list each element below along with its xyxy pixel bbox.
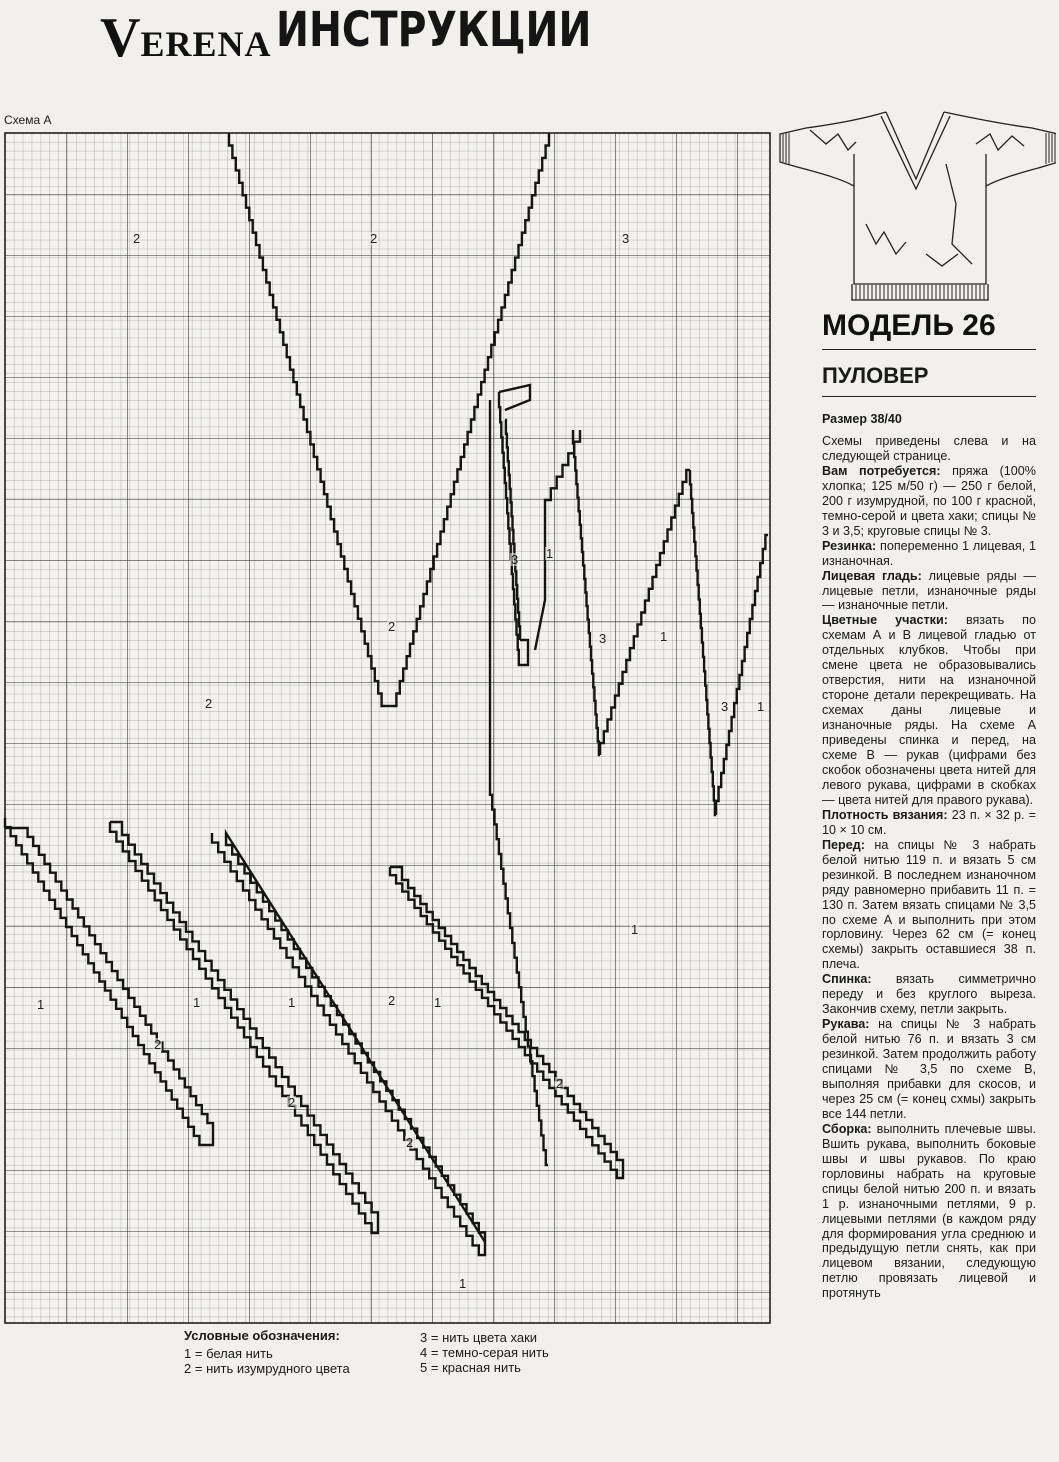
instructions-paragraph: Сборка: выполнить плечевые швы. Вшить рукава, выполнить боковые швы и швы рукавов. По краю горловины набрать на круговые спицы белой нитью 200 п. и вязать 1 р. изнаночными петлями, 9 р. лицевыми петлями (в каждом ряду для формирования угла среднюю и предыдущую петли снять, как при лицевом вязании, следующую петлю провязать лицевой и протянуть <box>822 1121 1036 1301</box>
chart-number: 2 <box>205 696 213 711</box>
chart-number: 2 <box>388 619 396 634</box>
instructions-paragraph: Резинка: попеременно 1 лицевая, 1 изнаночная. <box>822 538 1036 568</box>
instructions-text <box>822 434 1036 1301</box>
chart-number: 3 <box>599 631 607 646</box>
chart-number: 3 <box>622 231 630 246</box>
chart-number: 1 <box>37 997 45 1012</box>
model-title: МОДЕЛЬ 26 <box>822 309 996 342</box>
instructions-paragraph: Цветные участки: вязать по схемам А и В лицевой гладью от отдельных клубков. Чтобы при смене цвета не образовывались отверстия, нити на изнаночной стороне детали перекрещивать. На схемах даны лицевые и изнаночные ряды. На схеме А приведены спинка и перед, на схеме В — рукав (цифрами без скобок обозначены цвета нитей для левого рукава, цифрами в скобках — цвета нитей для правого рукава). <box>822 613 1036 807</box>
brand-logo: VERENA <box>100 7 272 69</box>
garment-title: ПУЛОВЕР <box>822 363 929 388</box>
instructions-paragraph: Вам потребуется: пряжа (100% хлопка; 125 м/50 г) — 250 г белой, 200 г изумрудной, по 100 г красной, темно-серой и цвета хаки; спицы № 3 и 3,5; круговые спицы № 3. <box>822 463 1036 538</box>
chart-number: 2 <box>370 231 378 246</box>
chart-number: 1 <box>434 995 442 1010</box>
legend-item: 5 = красная нить <box>420 1360 521 1375</box>
chart-number: 3 <box>511 552 519 567</box>
instructions-paragraph: Перед: на спицы № 3 набрать белой нитью 119 п. и вязать 5 см резинкой. В последнем изнаночном ряду равномерно прибавить 11 п. = 130 п. Затем вязать спицами № 3,5 по схеме А и выполнить при этом горловину. Через 62 см (= конец схемы) закрыть оставшиеся 38 п. плеча. <box>822 837 1036 972</box>
instructions-paragraph: Лицевая гладь: лицевые ряды — лицевые петли, изнаночные ряды — изнаночные петли. <box>822 568 1036 613</box>
chart-number: 1 <box>193 995 201 1010</box>
chart-number: 2 <box>388 993 396 1008</box>
chart-number: 3 <box>721 699 729 714</box>
chart-number: 1 <box>546 546 554 561</box>
chart-number: 2 <box>154 1037 162 1052</box>
title-rule <box>822 349 1036 350</box>
instructions-paragraph: Плотность вязания: 23 п. × 32 р. = 10 × 10 см. <box>822 807 1036 837</box>
chart-number: 2 <box>133 231 141 246</box>
chart-number: 2 <box>556 1076 564 1091</box>
scheme-label: Схема А <box>4 113 52 127</box>
chart-major-grid <box>5 133 770 1323</box>
legend-item: 1 = белая нить <box>184 1346 273 1361</box>
chart-number: 2 <box>406 1135 414 1150</box>
legend-item: 4 = темно-серая нить <box>420 1345 549 1360</box>
legend-item: 2 = нить изумрудного цвета <box>184 1361 350 1376</box>
legend-column <box>420 1330 660 1375</box>
section-title: ИНСТРУКЦИИ <box>276 2 592 58</box>
instructions-intro: Схемы приведены слева и на следующей странице. <box>822 434 1036 463</box>
chart-number: 2 <box>288 1095 296 1110</box>
size-label: Размер 38/40 <box>822 412 902 426</box>
garment-rule <box>822 396 1036 397</box>
chart-number: 1 <box>757 699 765 714</box>
chart-number: 1 <box>459 1276 467 1291</box>
legend-item: 3 = нить цвета хаки <box>420 1330 538 1345</box>
chart-number: 1 <box>631 922 639 937</box>
chart-number: 1 <box>660 629 668 644</box>
chart-legend <box>184 1328 549 1376</box>
legend-column <box>184 1346 424 1376</box>
instructions-paragraph: Спинка: вязать симметрично переду и без круглого выреза. Закончив схему, петли закрыть. <box>822 972 1037 1017</box>
instructions-paragraph: Рукава: на спицы № 3 набрать белой нитью 76 п. и вязать 3 см резинкой. Затем продолжить работу спицами № 3,5 по схеме В, выполняя прибавки для скосов, и через 25 см (= конец схмы) закрыть все 144 петли. <box>822 1017 1037 1121</box>
legend-title: Условные обозначения: <box>184 1328 340 1343</box>
sweater-illustration <box>776 104 1056 304</box>
chart-number: 1 <box>288 995 296 1010</box>
